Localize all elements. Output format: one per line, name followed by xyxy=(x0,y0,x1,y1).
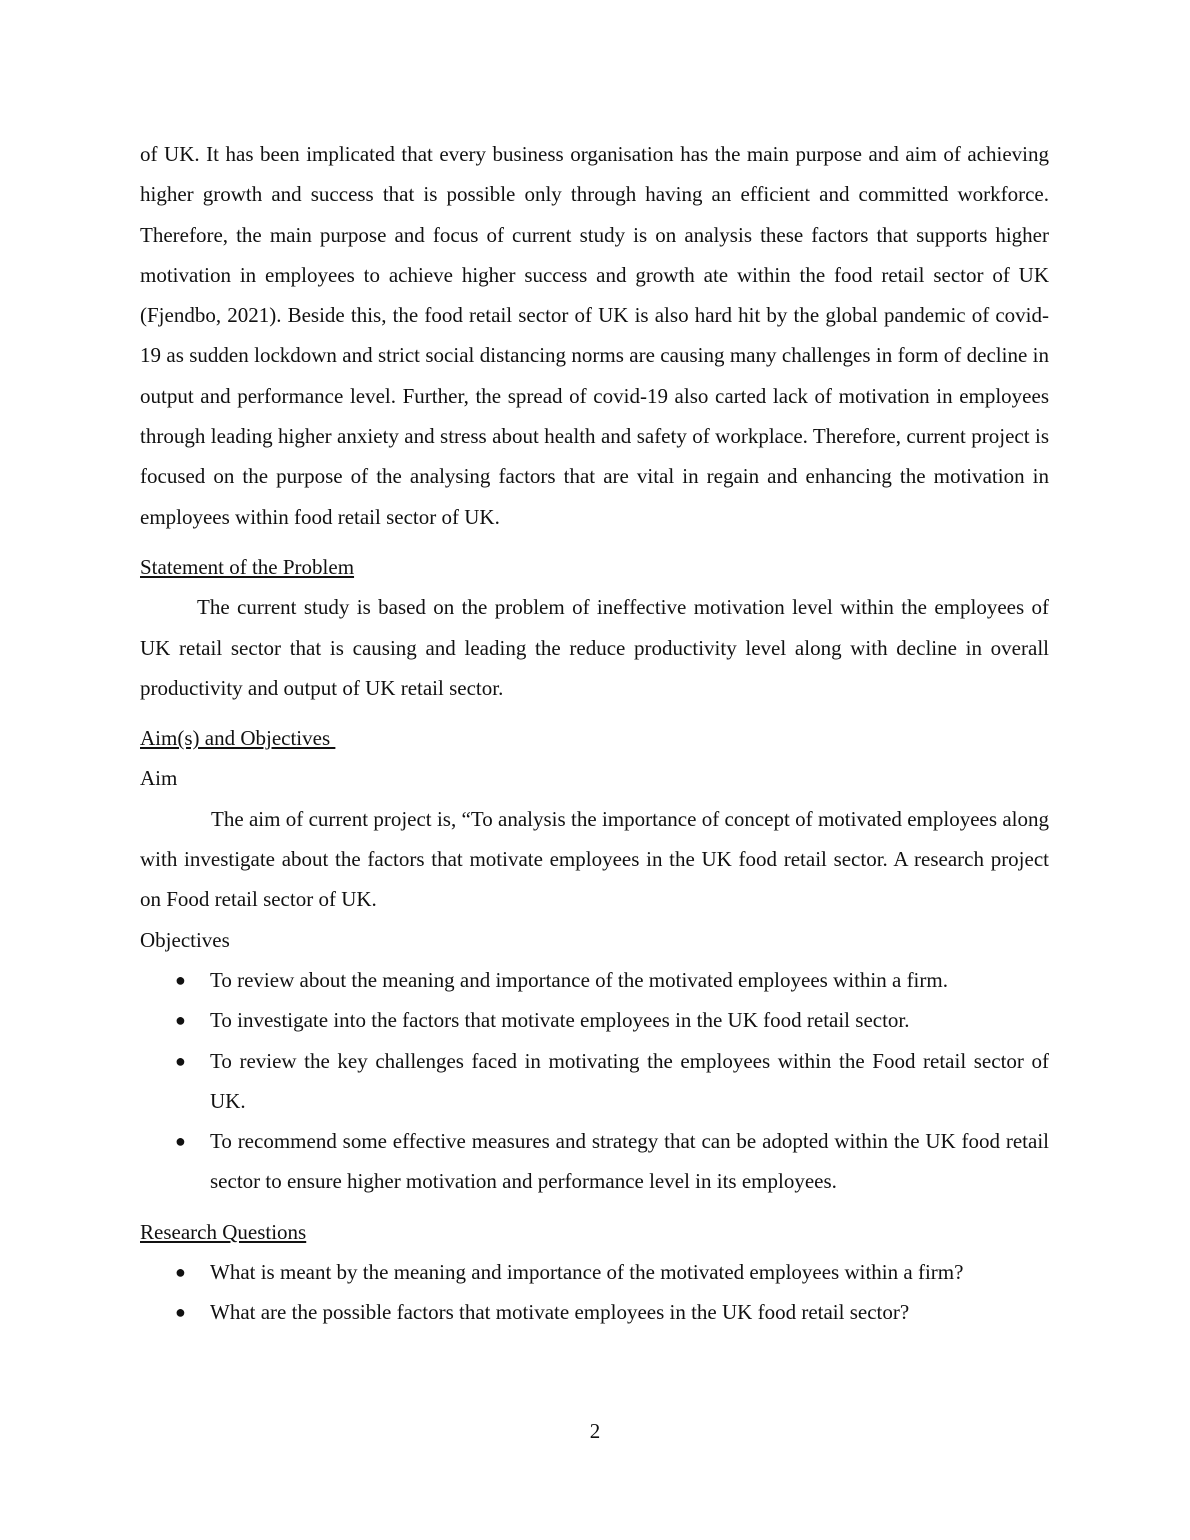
questions-heading: Research Questions xyxy=(140,1219,307,1244)
problem-heading: Statement of the Problem xyxy=(140,554,355,579)
page-number: 2 xyxy=(589,1419,601,1443)
list-item xyxy=(140,1041,1049,1122)
bullet-icon: ● xyxy=(175,969,186,990)
objectives-list xyxy=(140,960,1049,1202)
objective-text: To recommend some effective measures and strategy that can be adopted within the UK food retail sector to ensure higher motivation and performance level in its employees. xyxy=(210,1129,1049,1194)
objective-text: To review the key challenges faced in motivating the employees within the Food retail sector of UK. xyxy=(210,1048,1049,1113)
bullet-icon: ● xyxy=(175,1050,186,1071)
list-item xyxy=(140,1292,1049,1332)
intro-paragraph: of UK. It has been implicated that every business organisation has the main purpose and aim of achieving higher growth and success that is possible only through having an efficient and committed workforce. Therefore, the main purpose and focus of current study is on analysis these factors that supports higher motivation in employees to achieve higher success and growth ate within the food retail sector of UK (Fjendbo, 2021). Beside this, the food retail sector of UK is also hard hit by the global pandemic of covid-19 as sudden lockdown and strict social distancing norms are causing many challenges in form of decline in output and performance level. Further, the spread of covid-19 also carted lack of motivation in employees through leading higher anxiety and stress about health and safety of workplace. Therefore, current project is focused on the purpose of the analysing factors that are vital in regain and enhancing the motivation in employees within food retail sector of UK. xyxy=(140,142,1049,529)
bullet-icon: ● xyxy=(175,1010,186,1031)
questions-list xyxy=(140,1252,1049,1333)
list-item xyxy=(140,1000,1049,1040)
question-text: What are the possible factors that motivate employees in the UK food retail sector? xyxy=(210,1300,910,1325)
bullet-icon: ● xyxy=(175,1131,186,1152)
bullet-icon: ● xyxy=(175,1262,186,1283)
aim-paragraph: The aim of current project is, “To analysis the importance of concept of motivated employees along with investigate about the factors that motivate employees in the UK food retail sector. A research project on Food retail sector of UK. xyxy=(140,806,1049,912)
question-text: What is meant by the meaning and importance of the motivated employees within a firm? xyxy=(210,1260,964,1285)
list-item xyxy=(140,960,1049,1000)
bullet-icon: ● xyxy=(175,1302,186,1323)
objective-text: To investigate into the factors that motivate employees in the UK food retail sector. xyxy=(210,1008,910,1033)
aims-heading: Aim(s) and Objectives xyxy=(140,726,336,751)
objective-text: To review about the meaning and importance of the motivated employees within a firm. xyxy=(210,967,948,992)
objectives-label: Objectives xyxy=(140,927,230,952)
list-item xyxy=(140,1252,1049,1292)
document-page xyxy=(140,134,1049,1333)
aim-label: Aim xyxy=(140,766,178,791)
problem-paragraph: The current study is based on the problem of ineffective motivation level within the employees of UK retail sector that is causing and leading the reduce productivity level along with decline in overall productivity and output of UK retail sector. xyxy=(140,595,1049,700)
list-item xyxy=(140,1121,1049,1202)
